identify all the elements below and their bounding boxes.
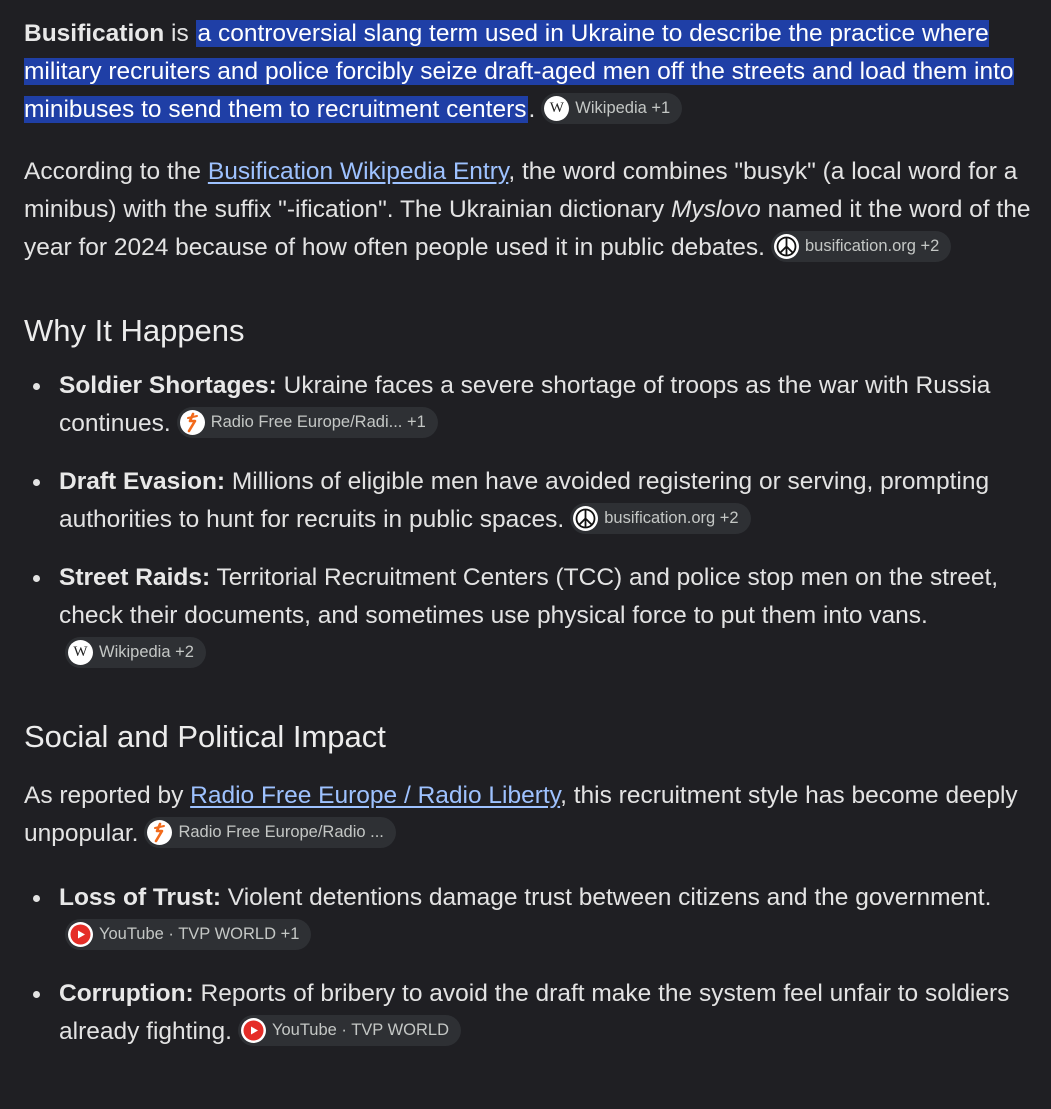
- item-title: Corruption:: [59, 980, 194, 1007]
- section-heading-impact: Social and Political Impact: [24, 719, 386, 754]
- item-text: Millions of eligible men have avoided registering or serving, prompting authorities to hunt for recruits in public spaces.: [59, 468, 990, 533]
- item-text: Reports of bribery to avoid the draft make the system feel unfair to soldiers already fighting.: [59, 980, 1010, 1045]
- source-chip-label: busification.org +2: [804, 237, 940, 256]
- source-chip-label: busification.org +2: [604, 509, 739, 528]
- peace-icon: [573, 506, 598, 531]
- impact-text-post: , this recruitment style has become deeply unpopular.: [24, 782, 1018, 847]
- list-item: [24, 975, 1048, 1051]
- list-item: [24, 559, 1048, 673]
- source-chip-wikipedia[interactable]: [541, 93, 682, 124]
- youtube-icon: [241, 1018, 266, 1043]
- origin-text-pre: According to the: [24, 158, 208, 185]
- item-title: Street Raids:: [59, 564, 211, 591]
- impact-list: [24, 879, 1048, 1051]
- origin-text-post: named it the word of the year for 2024 because of how often people used it in public debates.: [24, 196, 1031, 261]
- source-chip-busification[interactable]: [771, 231, 951, 262]
- item-text: Violent detentions damage trust between citizens and the government.: [220, 884, 992, 911]
- source-chip-label: Wikipedia +1: [575, 99, 671, 118]
- source-chip-youtube[interactable]: [65, 919, 311, 950]
- source-chip-wikipedia[interactable]: [65, 637, 206, 668]
- peace-icon: [774, 234, 799, 259]
- origin-text-mid: , the word combines "busyk" (a local word for a minibus) with the suffix "-ification". The Ukrainian dictionary: [24, 158, 1018, 223]
- wikipedia-icon: W: [544, 96, 569, 121]
- dictionary-name: Myslovo: [670, 196, 761, 223]
- rfe-icon: [147, 820, 172, 845]
- source-chip-label: Wikipedia +2: [99, 643, 194, 662]
- impact-paragraph: [24, 777, 1048, 853]
- source-chip-busification[interactable]: [570, 503, 750, 534]
- list-item: [24, 463, 1048, 539]
- rfe-icon: [180, 410, 205, 435]
- section-heading-why: Why It Happens: [24, 313, 245, 348]
- term: Busification: [24, 20, 165, 47]
- intro-period: .: [528, 96, 536, 123]
- item-title: Draft Evasion:: [59, 468, 226, 495]
- intro-is: is: [164, 20, 196, 47]
- source-chip-youtube[interactable]: [238, 1015, 461, 1046]
- item-text: Ukraine faces a severe shortage of troops as the war with Russia continues.: [59, 372, 991, 437]
- impact-text-pre: As reported by: [24, 782, 191, 809]
- intro-paragraph: [24, 15, 1048, 129]
- origin-paragraph: [24, 153, 1048, 267]
- answer-content: [24, 15, 1048, 1051]
- source-chip-rfe[interactable]: [177, 407, 438, 438]
- list-item: [24, 879, 1048, 955]
- highlighted-definition[interactable]: a controversial slang term used in Ukraine to describe the practice where military recruiters and police forcibly seize draft-aged men off the streets and load them into minibuses to send them to recruitment centers: [24, 20, 1014, 123]
- source-chip-label: YouTube · TVP WORLD: [271, 1021, 449, 1040]
- source-chip-label: Radio Free Europe/Radio ...: [178, 823, 384, 842]
- item-text: Territorial Recruitment Centers (TCC) and police stop men on the street, check their documents, and sometimes use physical force to put them into vans.: [59, 564, 999, 629]
- list-item: [24, 367, 1048, 443]
- source-chip-label: Radio Free Europe/Radi... +1: [210, 413, 426, 432]
- wikipedia-entry-link[interactable]: Busification Wikipedia Entry: [207, 158, 509, 185]
- why-list: [24, 367, 1048, 673]
- item-title: Loss of Trust:: [59, 884, 221, 911]
- rferl-link[interactable]: Radio Free Europe / Radio Liberty: [190, 782, 561, 809]
- youtube-icon: [68, 922, 93, 947]
- wikipedia-icon: W: [68, 640, 93, 665]
- source-chip-label: YouTube · TVP WORLD +1: [99, 925, 300, 944]
- item-title: Soldier Shortages:: [59, 372, 277, 399]
- source-chip-rfe[interactable]: [144, 817, 395, 848]
